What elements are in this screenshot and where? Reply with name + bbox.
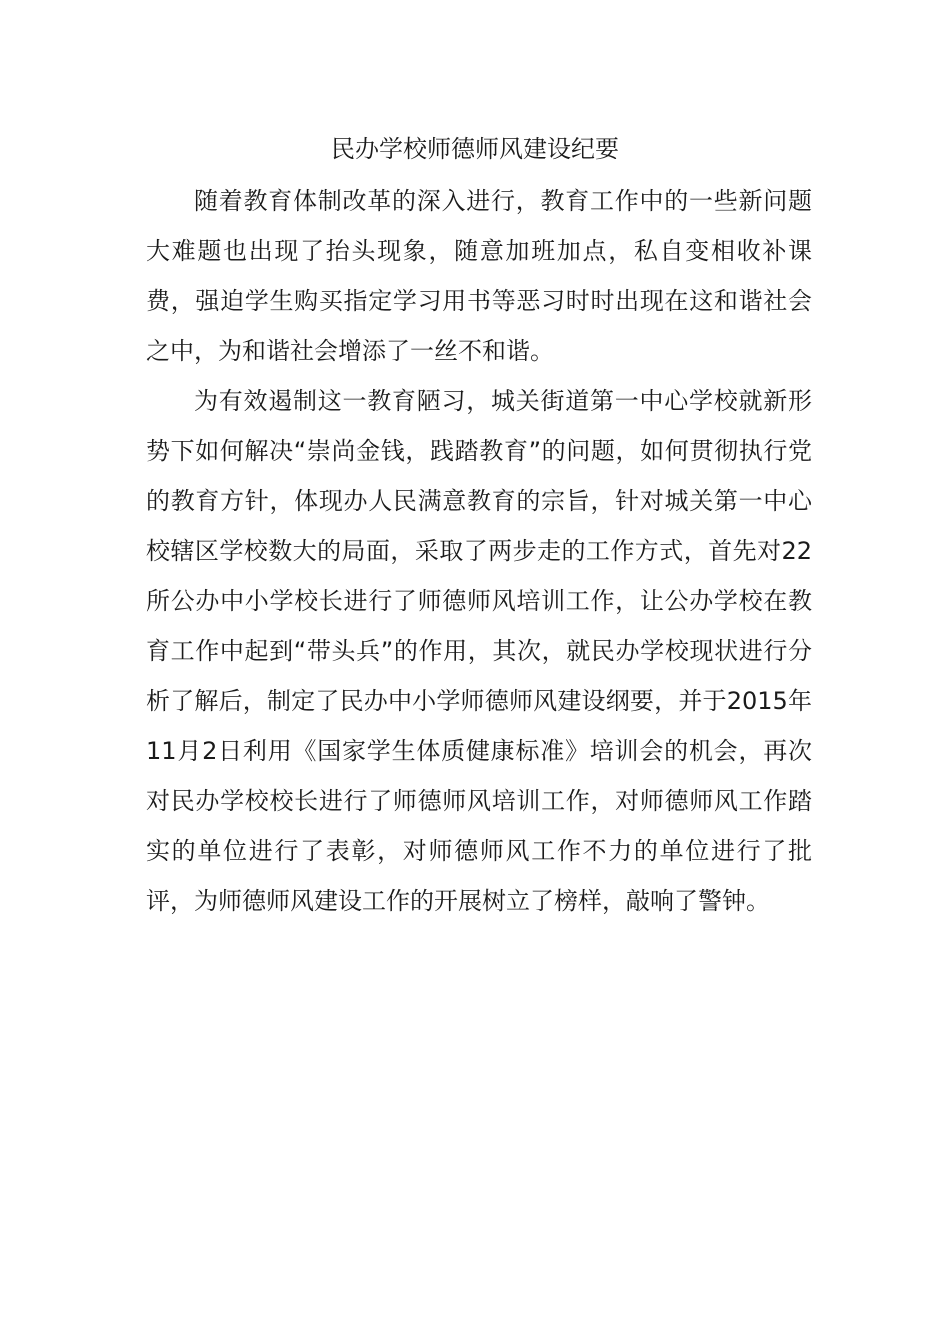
document-title: 民办学校师德师风建设纪要 xyxy=(331,135,619,163)
paragraph-2: 为有效遏制这一教育陋习，城关街道第一中心学校就新形势下如何解决“崇尚金钱，践踏教育”的问题，如何贯彻执行党的教育方针，体现办人民满意教育的宗旨，针对城关第一中心校辖区学校数大的局面，采取了两步走的工作方式，首先对22所公办中小学校长进行了师德师风培训工作，让公办学校在教育工作中起到“带头兵”的作用，其次，就民办学校现状进行分析了解后，制定了民办中小学师德师风建设纲要，并于2015年11月2日利用《国家学生体质健康标准》培训会的机会，再次对民办学校校长进行了师德师风培训工作，对师德师风工作踏实的单位进行了表彰，对师德师风工作不力的单位进行了批评，为师德师风建设工作的开展树立了榜样，敲响了警钟。 xyxy=(146,387,812,915)
paragraph-1: 随着教育体制改革的深入进行，教育工作中的一些新问题大难题也出现了抬头现象，随意加班加点，私自变相收补课费，强迫学生购买指定学习用书等恶习时时出现在这和谐社会之中，为和谐社会增添了一丝不和谐。 xyxy=(146,187,812,365)
